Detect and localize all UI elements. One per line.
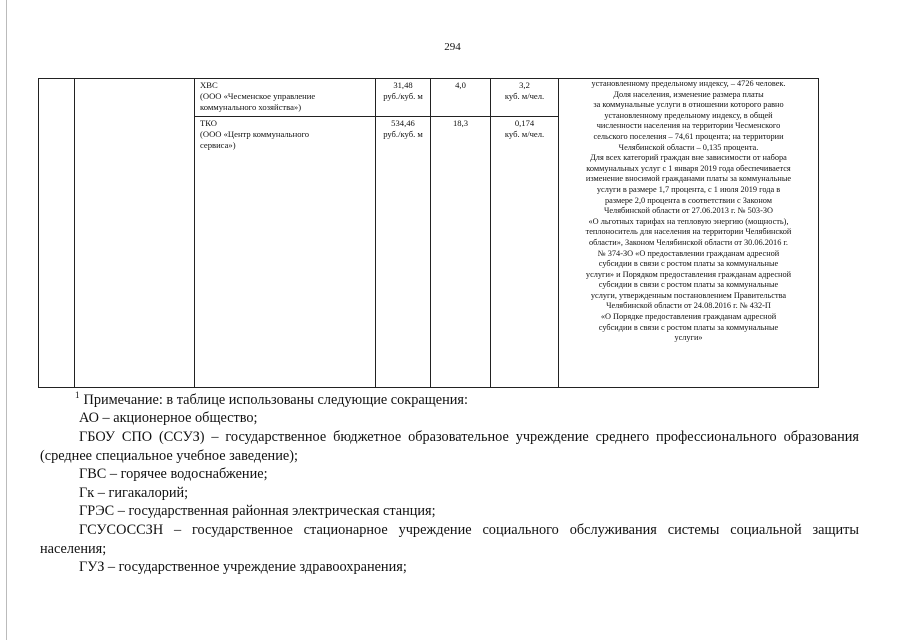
norm-value: 3,2: [519, 80, 530, 90]
note-item: ГУЗ – государственное учреждение здравоохранения;: [79, 559, 407, 576]
norm-unit: куб. м/чел.: [504, 91, 545, 101]
tariff-unit: руб./куб. м: [383, 129, 423, 139]
norm-cell: [491, 117, 559, 388]
description-line: Челябинской области – 0,135 процента.: [618, 142, 759, 152]
description-line: Для всех категорий граждан вне зависимости от набора: [590, 153, 787, 163]
growth-cell: 18,3: [431, 117, 491, 388]
note-item: ГРЭС – государственная районная электрическая станция;: [79, 503, 436, 520]
description-line: теплоноситель для населения на территории Челябинской: [585, 227, 792, 237]
description-line: субсидии в связи с ростом платы за коммунальные: [598, 259, 779, 269]
description-line: № 374-ЗО «О предоставлении гражданам адресной: [597, 248, 780, 258]
description-line: услуги» и Порядком предоставления гражданам адресной: [585, 269, 792, 279]
description-line: размере 2,0 процента в соответствии с Законом: [604, 195, 773, 205]
norm-unit: куб. м/чел.: [504, 129, 545, 139]
service-name-cell: ХВС (ООО «Чесменское управление коммунального хозяйства»): [195, 79, 376, 117]
description-line: Челябинской области от 27.06.2013 г. № 503-ЗО: [603, 206, 773, 216]
notes-intro-text: Примечание: в таблице использованы следующие сокращения:: [83, 391, 468, 408]
table-cell-empty: [75, 79, 195, 388]
description-line: изменение вносимой гражданами платы за коммунальные: [585, 174, 792, 184]
description-line: Доля населения, изменение размера платы: [613, 89, 764, 99]
description-line: установленному предельному индексу, – 4726 человек.: [591, 79, 786, 88]
tariff-table: [38, 78, 819, 388]
note-item: ГВС – горячее водоснабжение;: [79, 466, 268, 483]
note-item: Гк – гигакалорий;: [79, 484, 189, 501]
service-name-cell: ТКО (ООО «Центр коммунального сервиса»): [195, 117, 376, 388]
tariff-cell: [376, 117, 431, 388]
description-line: за коммунальные услуги в отношении которого равно: [593, 100, 784, 110]
description-line: субсидии в связи с ростом платы за коммунальные: [598, 280, 779, 290]
description-line: субсидии в связи с ростом платы за коммунальные: [598, 322, 779, 332]
abbreviation-notes: [40, 386, 859, 577]
tariff-unit: руб./куб. м: [383, 91, 423, 101]
table-row: [39, 79, 819, 117]
description-line: коммунальных услуг с 1 января 2019 года обеспечивается: [586, 163, 791, 173]
description-line: услуги в размере 1,7 процента, с 1 июля 2019 года в: [596, 184, 781, 194]
description-line: услуги, утвержденным постановлением Правительства: [590, 290, 787, 300]
tariff-value: 534,46: [391, 118, 415, 128]
norm-value: 0,174: [514, 118, 535, 128]
note-item: ГБОУ СПО (ССУЗ) – государственное бюджетное образовательное учреждение среднего профессионального образования (среднее специальное учебное заведение);: [40, 428, 859, 464]
tariff-cell: [376, 79, 431, 117]
description-line: Челябинской области от 24.08.2016 г. № 432-П: [606, 301, 771, 311]
description-line: области», Законом Челябинской области от 30.06.2016 г.: [589, 237, 788, 247]
growth-cell: 4,0: [431, 79, 491, 117]
table-cell-empty: [39, 79, 75, 388]
note-item: АО – акционерное общество;: [79, 410, 258, 427]
description-line: установленному предельному индексу, в общей: [604, 110, 773, 120]
page-number: 294: [444, 41, 461, 53]
footnote-mark: 1: [75, 390, 80, 400]
description-line: сельского поселения – 74,61 процента; на территории: [593, 131, 784, 141]
notes-intro: [75, 386, 859, 409]
description-line: услуги»: [674, 333, 703, 343]
note-item: ГСУСОССЗН – государственное стационарное учреждение социального обслуживания системы социальной защиты населения;: [40, 521, 859, 557]
description-cell: [559, 79, 819, 388]
description-line: «О льготных тарифах на тепловую энергию (мощность),: [588, 216, 789, 226]
page-edge-rule: [6, 0, 7, 640]
description-line: «О Порядке предоставления гражданам адресной: [600, 312, 777, 322]
tariff-value: 31,48: [393, 80, 413, 90]
norm-cell: [491, 79, 559, 117]
description-line: численности населения на территории Чесменского: [596, 121, 781, 131]
